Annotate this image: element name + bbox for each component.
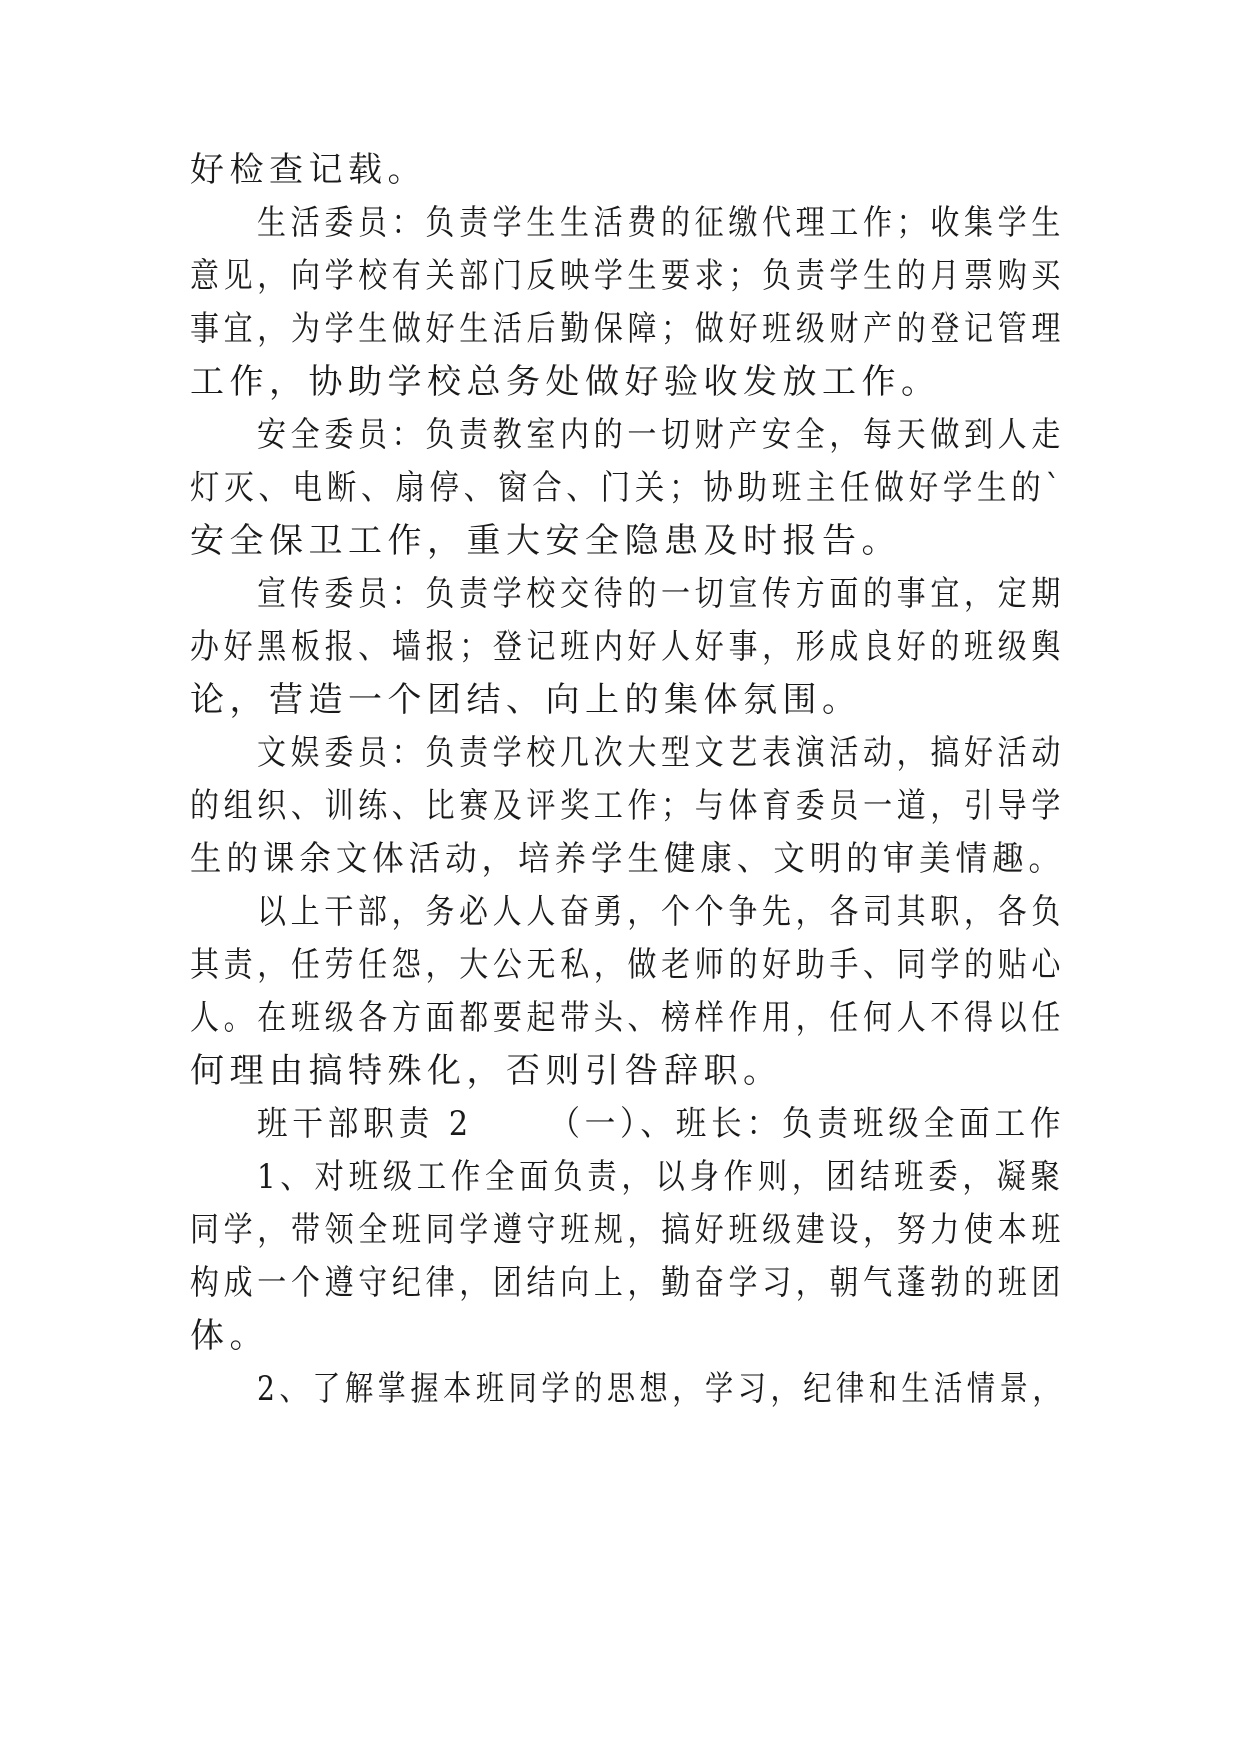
text-line: 何理由搞特殊化，否则引咎辞职。 [190, 1051, 783, 1091]
text-line: 其责，任劳任怨，大公无私，做老师的好助手、同学的贴心 [190, 945, 1066, 985]
text-line: 灯灭、电断、扇停、窗合、门关；协助班主任做好学生的` [190, 468, 1065, 508]
text-line: 生的课余文体活动，培养学生健康、文明的审美情趣。 [190, 839, 1066, 879]
paragraph-first-line: 以上干部，务必人人奋勇，个个争先，各司其职，各负 [257, 892, 1065, 932]
text-line: 论，营造一个团结、向上的集体氛围。 [190, 680, 862, 720]
paragraph-first-line: 文娱委员：负责学校几次大型文艺表演活动，搞好活动 [257, 733, 1065, 773]
text-line: 意见，向学校有关部门反映学生要求；负责学生的月票购买 [190, 256, 1066, 296]
section-heading-line [257, 1104, 1065, 1144]
text-line: 人。在班级各方面都要起带头、榜样作用，任何人不得以任 [190, 998, 1066, 1038]
section-title: 班干部职责 2 [257, 1104, 474, 1144]
text-line: 的组织、训练、比赛及评奖工作；与体育委员一道，引导学 [190, 786, 1066, 826]
text-line: 构成一个遵守纪律，团结向上，勤奋学习，朝气蓬勃的班团 [190, 1263, 1066, 1303]
text-line: 安全保卫工作，重大安全隐患及时报告。 [190, 521, 901, 561]
subsection-title: （一）、班长：负责班级全面工作 [549, 1104, 1066, 1144]
paragraph-first-line: 宣传委员：负责学校交待的一切宣传方面的事宜，定期 [257, 574, 1065, 614]
paragraph-first-line: 生活委员：负责学生生活费的征缴代理工作；收集学生 [257, 203, 1065, 243]
text-line: 好检查记载。 [190, 150, 427, 190]
text-line: 办好黑板报、墙报；登记班内好人好事，形成良好的班级舆 [190, 627, 1066, 667]
paragraph-first-line: 安全委员：负责教室内的一切财产安全，每天做到人走 [257, 415, 1065, 455]
text-line: 工作，协助学校总务处做好验收发放工作。 [190, 362, 941, 402]
paragraph-first-line: 2、了解掌握本班同学的思想，学习，纪律和生活情景， [257, 1369, 1066, 1409]
text-line: 体。 [190, 1316, 269, 1356]
text-line: 事宜，为学生做好生活后勤保障；做好班级财产的登记管理 [190, 309, 1066, 349]
paragraph-first-line: 1、对班级工作全面负责，以身作则，团结班委，凝聚 [257, 1157, 1065, 1197]
text-line: 同学，带领全班同学遵守班规，搞好班级建设，努力使本班 [190, 1210, 1066, 1250]
